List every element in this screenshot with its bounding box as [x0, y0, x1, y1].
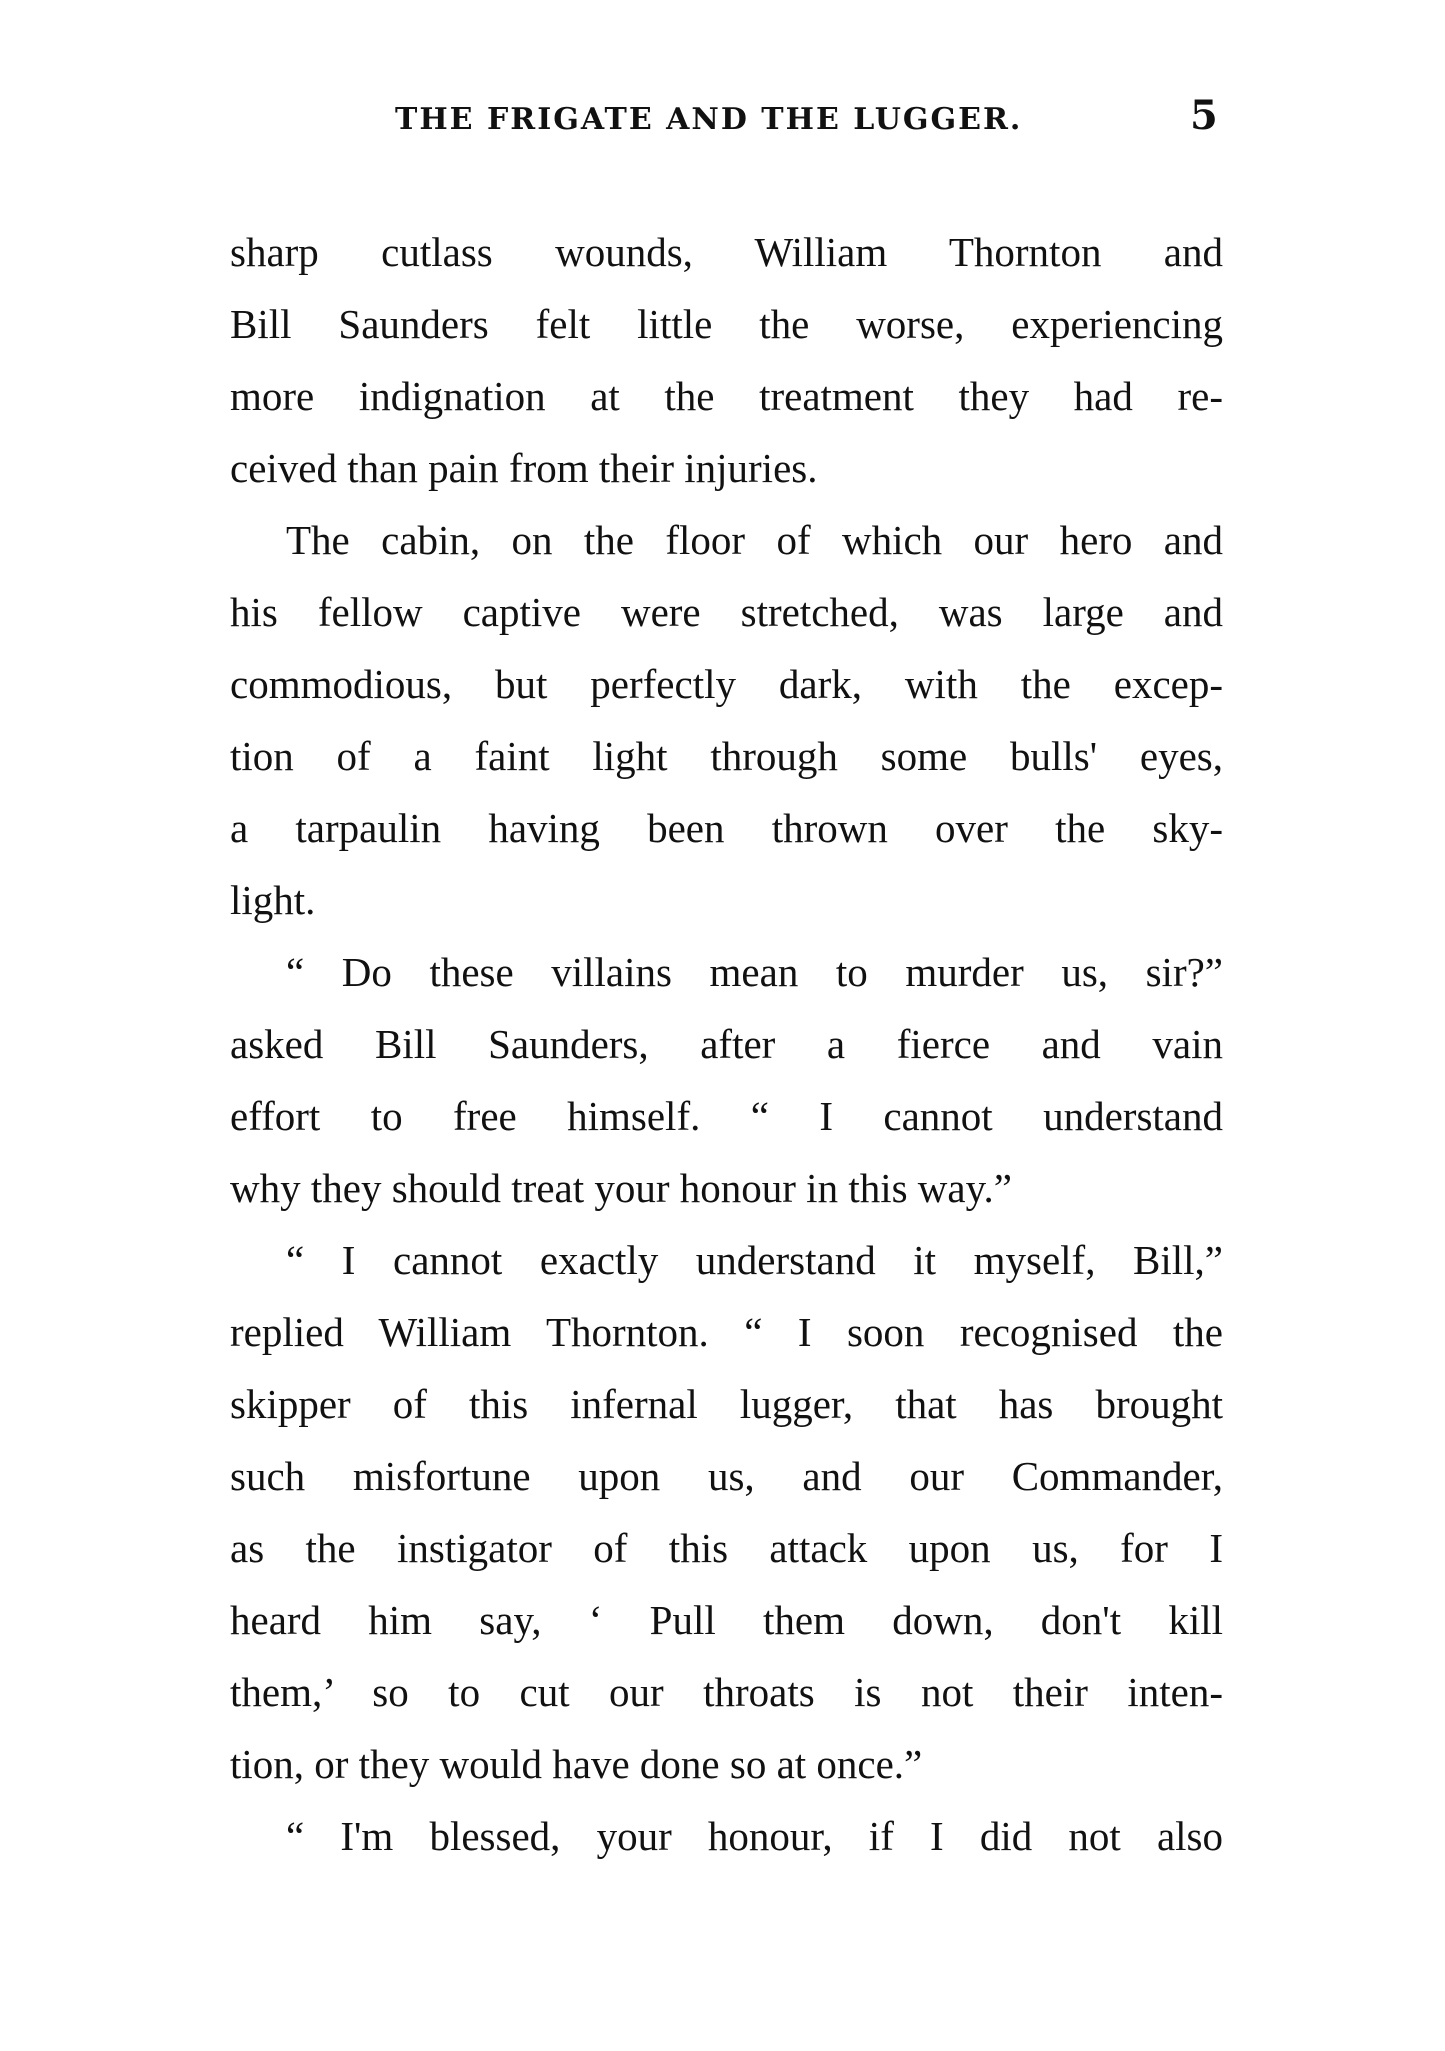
text-line: replied William Thornton. “ I soon recognised the: [230, 1309, 1223, 1355]
text-line: as the instigator of this attack upon us, for I: [230, 1525, 1223, 1571]
text-line: tion of a faint light through some bulls' eyes,: [230, 733, 1223, 779]
text-line: his fellow captive were stretched, was large and: [230, 589, 1223, 635]
text-line: Bill Saunders felt little the worse, experiencing: [230, 301, 1223, 347]
text-line: The cabin, on the floor of which our hero and: [286, 517, 1223, 563]
text-line: commodious, but perfectly dark, with the excep-: [230, 661, 1223, 707]
text-line: skipper of this infernal lugger, that has brought: [230, 1381, 1223, 1427]
text-line: “ I'm blessed, your honour, if I did not also: [286, 1813, 1223, 1859]
text-line: “ I cannot exactly understand it myself, Bill,”: [286, 1237, 1223, 1283]
text-line: asked Bill Saunders, after a fierce and vain: [230, 1021, 1223, 1067]
running-head: THE FRIGATE AND THE LUGGER.: [395, 102, 1023, 137]
text-line: ceived than pain from their injuries.: [230, 445, 818, 491]
text-line: tion, or they would have done so at once.”: [230, 1741, 923, 1787]
text-line: effort to free himself. “ I cannot understand: [230, 1093, 1223, 1139]
text-line: more indignation at the treatment they had re-: [230, 373, 1223, 419]
text-line: why they should treat your honour in this way.”: [230, 1165, 1012, 1211]
text-line: such misfortune upon us, and our Commander,: [230, 1453, 1223, 1499]
text-line: “ Do these villains mean to murder us, sir?”: [286, 949, 1223, 995]
text-line: light.: [230, 877, 316, 923]
text-line: heard him say, ‘ Pull them down, don't kill: [230, 1597, 1223, 1643]
text-line: them,’ so to cut our throats is not their inten-: [230, 1669, 1223, 1715]
text-line: a tarpaulin having been thrown over the sky-: [230, 805, 1223, 851]
page-number: 5: [1190, 92, 1218, 139]
body-text: [230, 216, 1223, 1872]
text-line: sharp cutlass wounds, William Thornton and: [230, 229, 1223, 275]
